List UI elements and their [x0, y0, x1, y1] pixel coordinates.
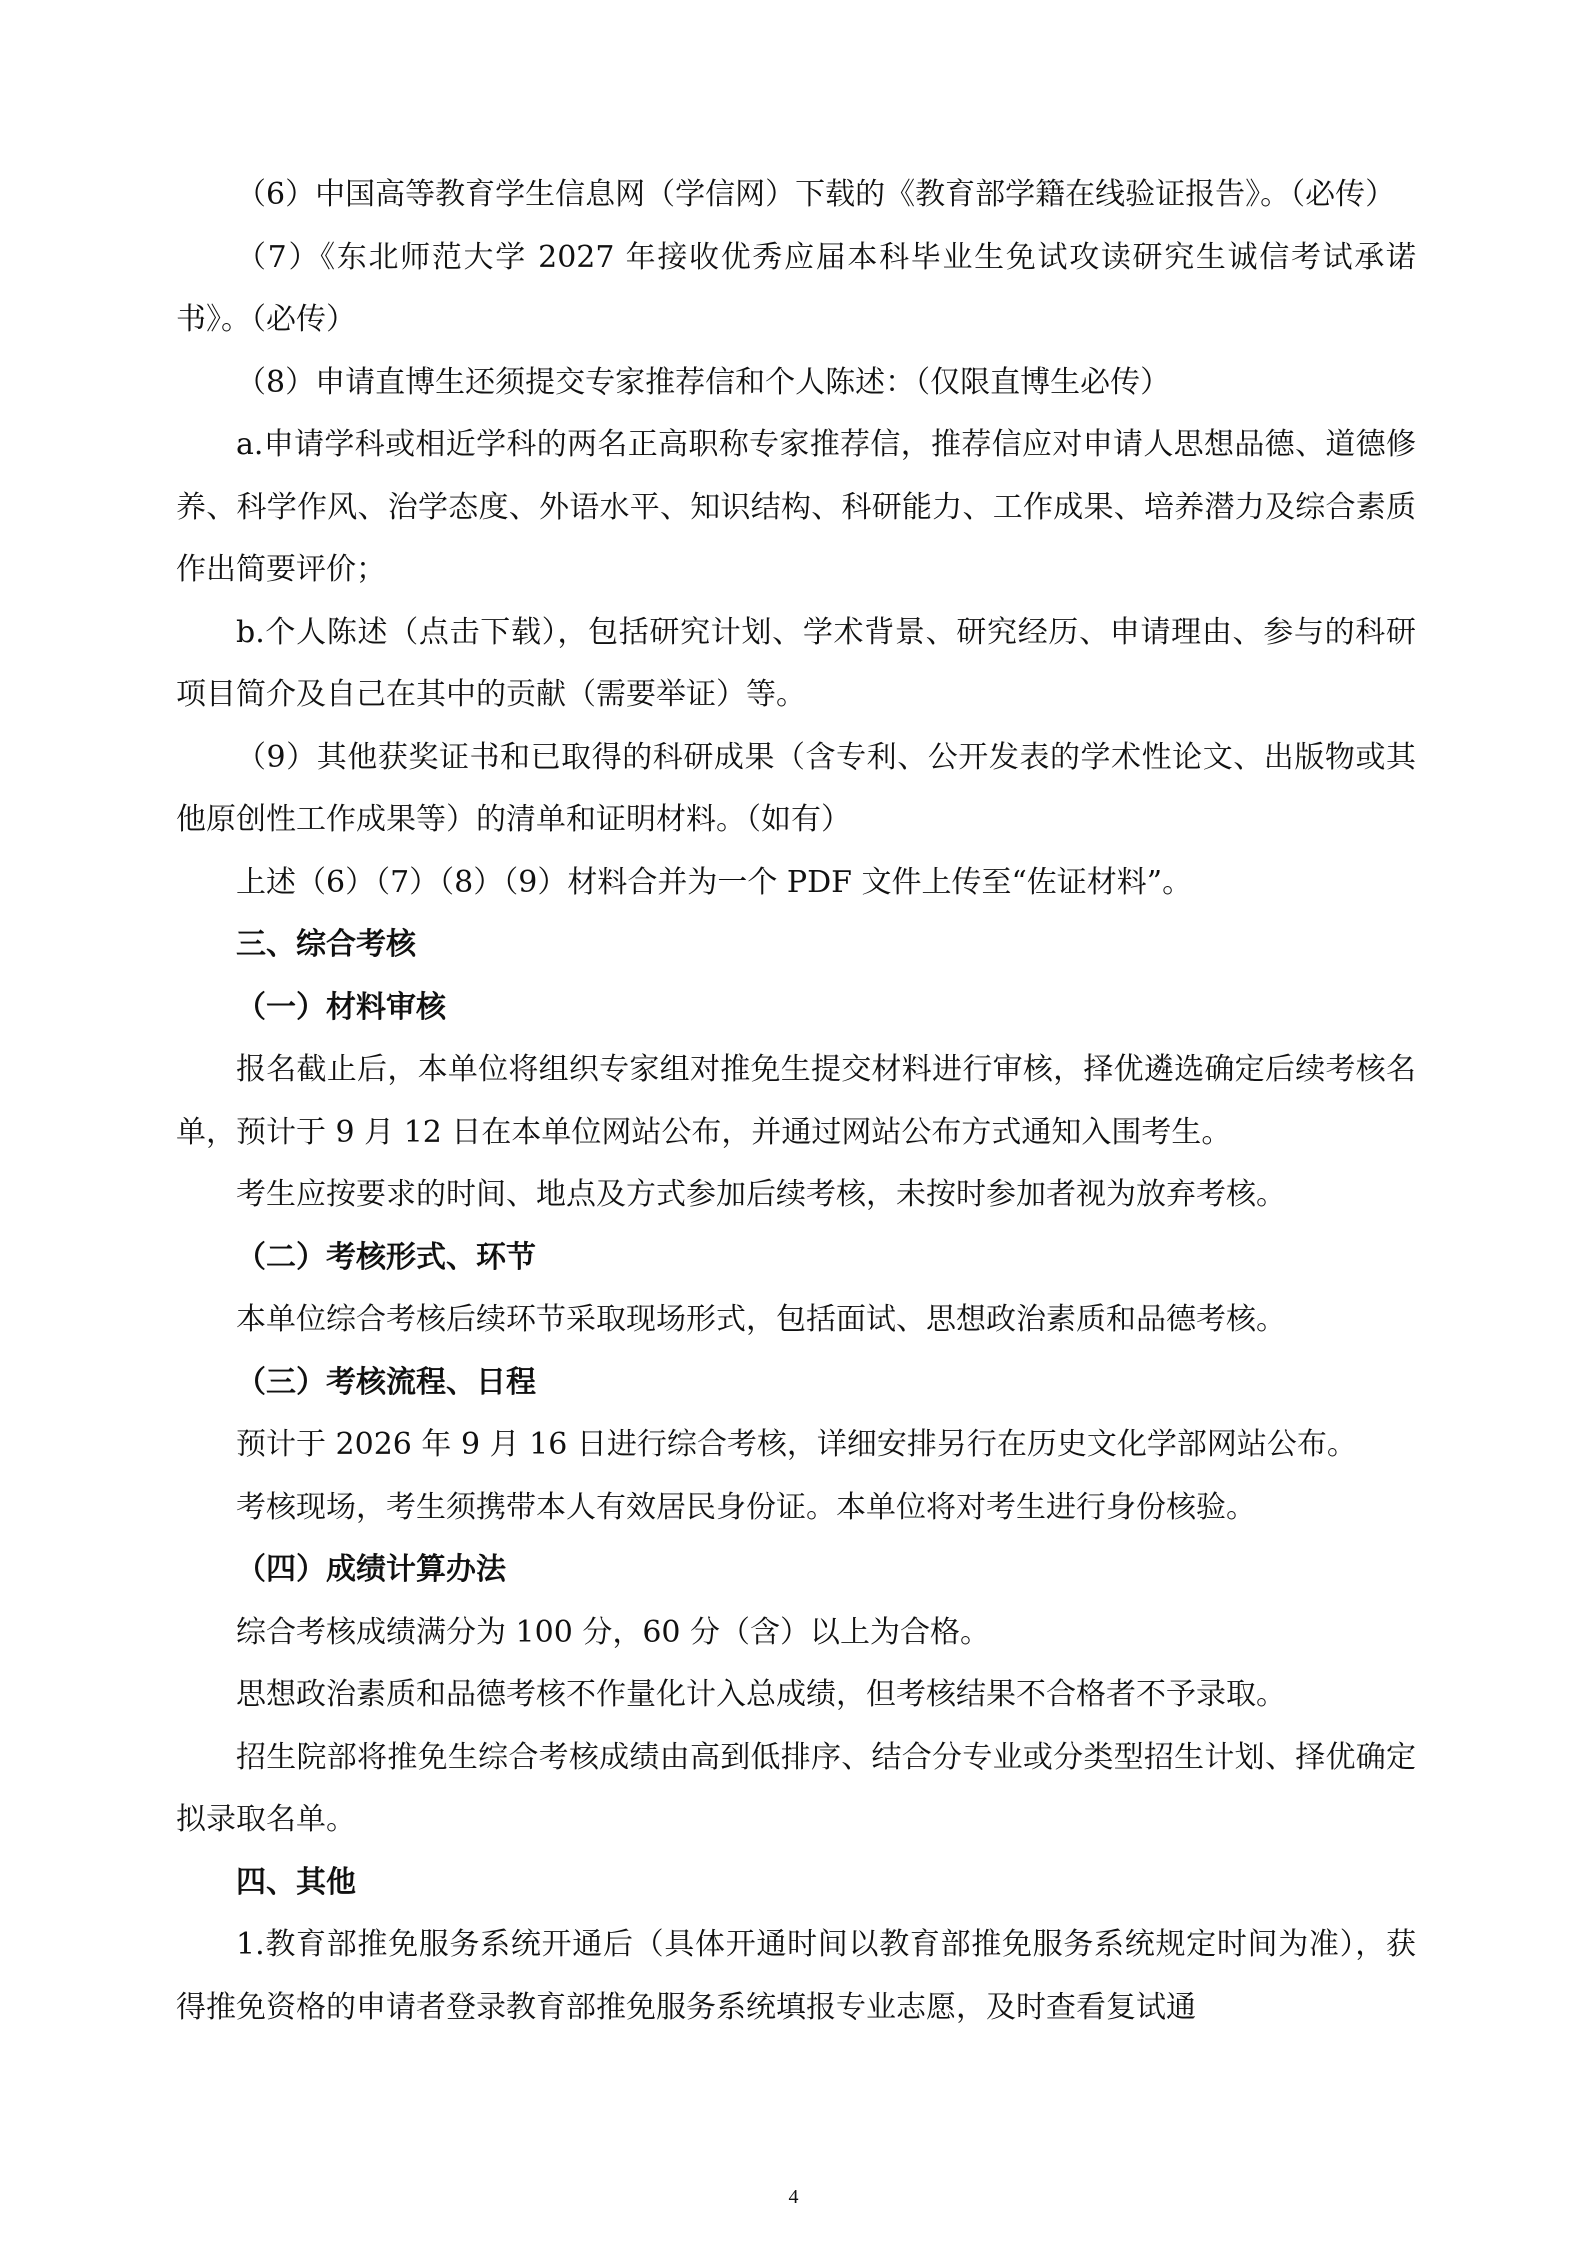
paragraph-moral-assessment: 思想政治素质和品德考核不作量化计入总成绩，但考核结果不合格者不予录取。: [236, 1677, 1286, 1712]
subsection-heading-scoring: （四）成绩计算办法: [236, 1552, 506, 1587]
section-heading-4: 四、其他: [236, 1864, 356, 1900]
paragraph-attendance: 考生应按要求的时间、地点及方式参加后续考核，未按时参加者视为放弃考核。: [236, 1177, 1286, 1212]
paragraph-item-9: （9）其他获奖证书和已取得的科研成果（含专利、公开发表的学术性论文、出版物或其他原创性工作成果等）的清单和证明材料。（如有）: [176, 739, 1416, 837]
paragraph-item-8: （8）申请直博生还须提交专家推荐信和个人陈述：（仅限直博生必传）: [236, 364, 1171, 400]
paragraph-id-check: 考核现场，考生须携带本人有效居民身份证。本单位将对考生进行身份核验。: [236, 1489, 1256, 1525]
paragraph-format: 本单位综合考核后续环节采取现场形式，包括面试、思想政治素质和品德考核。: [236, 1302, 1286, 1337]
page-number: 4: [788, 2186, 799, 2208]
paragraph-score-pass: 综合考核成绩满分为 100 分，60 分（含）以上为合格。: [236, 1614, 991, 1650]
paragraph-item-6: （6）中国高等教育学生信息网（学信网）下载的《教育部学籍在线验证报告》。（必传）: [236, 177, 1396, 212]
paragraph-other-1: 1.教育部推免服务系统开通后（具体开通时间以教育部推免服务系统规定时间为准），获得推免资格的申请者登录教育部推免服务系统填报专业志愿，及时查看复试通: [176, 1927, 1416, 2025]
paragraph-ranking: 招生院部将推免生综合考核成绩由高到低排序、结合分专业或分类型招生计划、择优确定拟录取名单。: [176, 1739, 1416, 1837]
paragraph-item-8b: b.个人陈述（点击下载），包括研究计划、学术背景、研究经历、申请理由、参与的科研项目简介及自己在其中的贡献（需要举证）等。: [176, 614, 1416, 712]
paragraph-review-process: 报名截止后，本单位将组织专家组对推免生提交材料进行审核，择优遴选确定后续考核名单，预计于 9 月 12 日在本单位网站公布，并通过网站公布方式通知入围考生。: [176, 1052, 1416, 1150]
subsection-heading-format: （二）考核形式、环节: [236, 1239, 536, 1275]
paragraph-item-7: （7）《东北师范大学 2027 年接收优秀应届本科毕业生免试攻读研究生诚信考试承诺书》。（必传）: [176, 239, 1416, 337]
subsection-heading-schedule: （三）考核流程、日程: [236, 1364, 536, 1400]
paragraph-schedule: 预计于 2026 年 9 月 16 日进行综合考核，详细安排另行在历史文化学部网站公布。: [236, 1427, 1357, 1462]
document-body: [176, 164, 1416, 2039]
section-heading-3: 三、综合考核: [236, 927, 416, 962]
subsection-heading-material-review: （一）材料审核: [236, 989, 446, 1025]
paragraph-item-8a: a.申请学科或相近学科的两名正高职称专家推荐信，推荐信应对申请人思想品德、道德修养、科学作风、治学态度、外语水平、知识结构、科研能力、工作成果、培养潜力及综合素质作出简要评价；: [176, 427, 1416, 587]
paragraph-upload-note: 上述（6）（7）（8）（9）材料合并为一个 PDF 文件上传至“佐证材料”。: [236, 864, 1193, 900]
